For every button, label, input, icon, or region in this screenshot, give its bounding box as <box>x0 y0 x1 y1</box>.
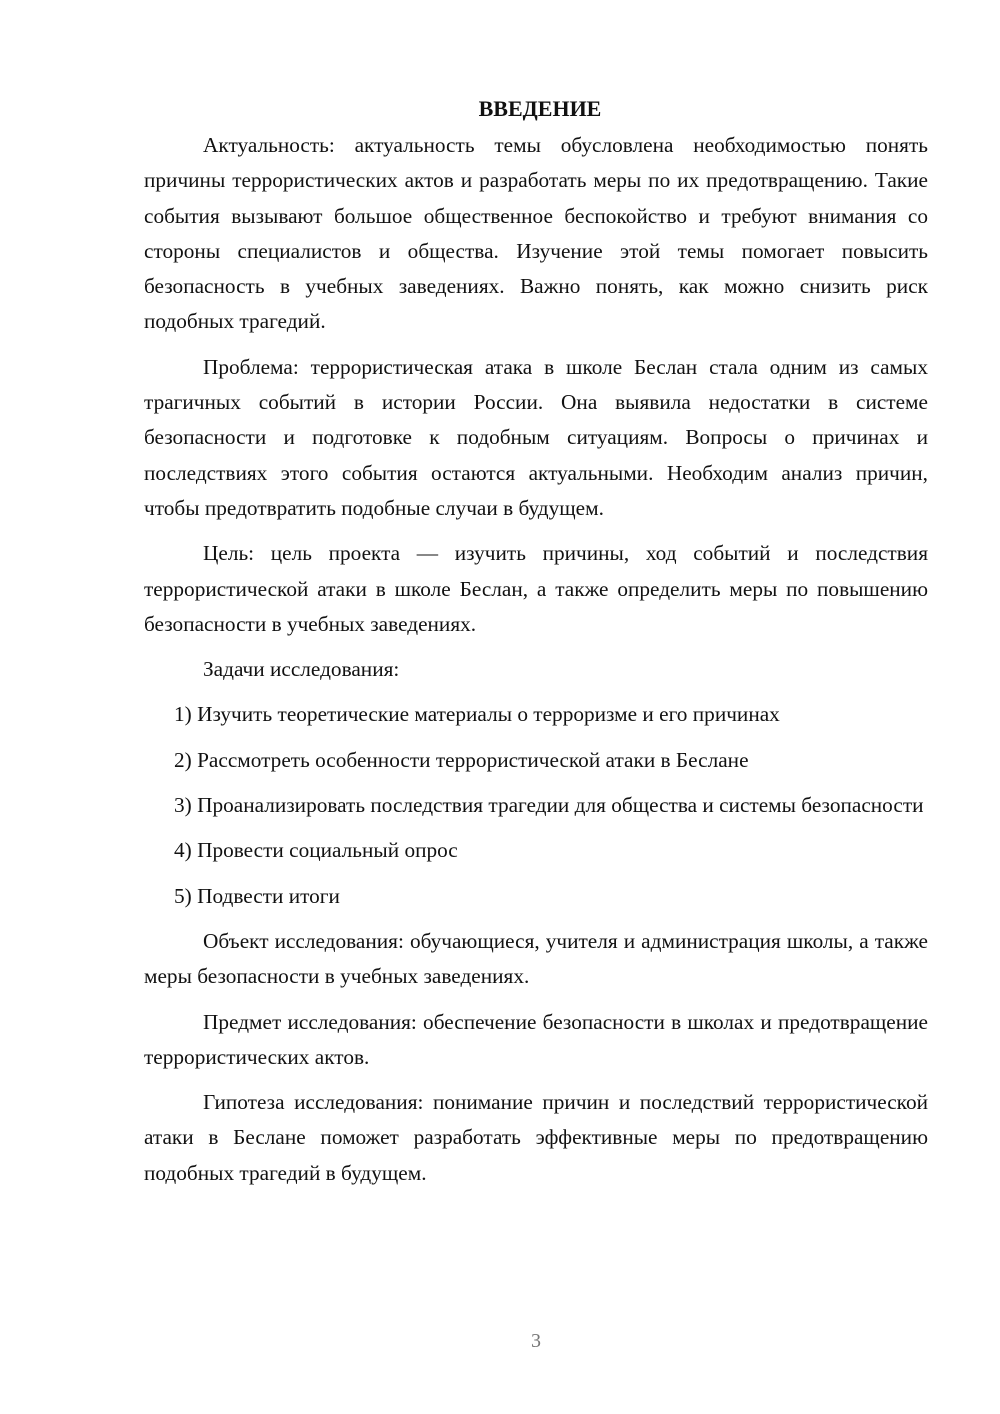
page-number: 3 <box>531 1330 541 1352</box>
subject-paragraph: Предмет исследования: обеспечение безопасности в школах и предотвращение террористических актов. <box>144 1009 928 1069</box>
task-item-2: 2) Рассмотреть особенности террористической атаки в Беслане <box>174 747 749 772</box>
task-item-5: 5) Подвести итоги <box>174 883 340 908</box>
section-heading: ВВЕДЕНИЕ <box>478 96 602 121</box>
object-paragraph: Объект исследования: обучающиеся, учителя и администрация школы, а также меры безопасности в учебных заведениях. <box>144 928 928 989</box>
hypothesis-paragraph: Гипотеза исследования: понимание причин и последствий террористической атаки в Беслане поможет разработать эффективные меры по предотвращению подобных трагедий в будущем. <box>144 1090 928 1185</box>
relevance-paragraph: Актуальность: актуальность темы обусловлена необходимостью понять причины террористических актов и разработать меры по их предотвращению. Такие события вызывают большое общественное беспокойство и требуют внимания со стороны специалистов и общества. Изучение этой темы помогает повысить безопасность в учебных заведениях. Важно понять, как можно снизить риск подобных трагедий. <box>144 133 928 334</box>
tasks-heading: Задачи исследования: <box>203 657 400 682</box>
problem-paragraph: Проблема: террористическая атака в школе Беслан стала одним из самых трагичных событий в истории России. Она выявила недостатки в системе безопасности и подготовке к подобным ситуациям. Вопросы о причинах и последствиях этого события остаются актуальными. Необходим анализ причин, чтобы предотвратить подобные случаи в будущем. <box>144 354 928 520</box>
task-item-4: 4) Провести социальный опрос <box>174 838 458 863</box>
document-page <box>144 92 928 1201</box>
goal-paragraph: Цель: цель проекта — изучить причины, ход событий и последствия террористической атаки в школе Беслан, а также определить меры по повышению безопасности в учебных заведениях. <box>144 541 928 636</box>
task-item-1: 1) Изучить теоретические материалы о терроризме и его причинах <box>174 702 780 727</box>
task-item-3: 3) Проанализировать последствия трагедии для общества и системы безопасности <box>174 793 924 818</box>
